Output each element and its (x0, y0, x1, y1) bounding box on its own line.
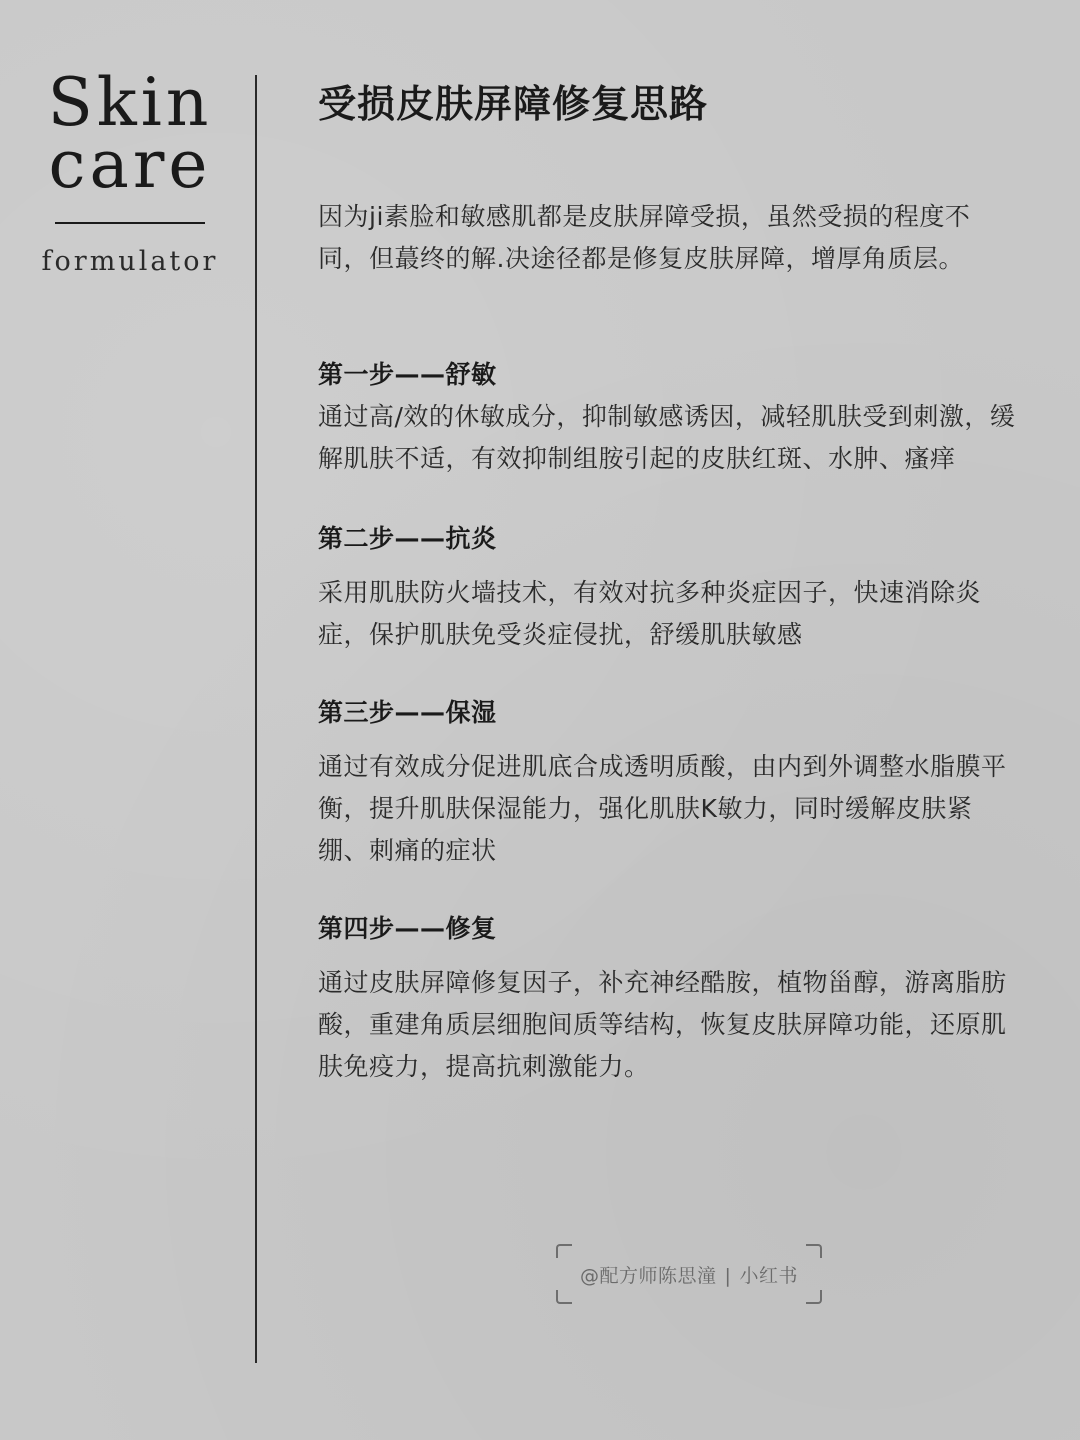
watermark-corner-icon (806, 1290, 822, 1304)
step-section (318, 518, 1018, 656)
step-title: 第一步——舒敏 (318, 360, 497, 389)
page-title: 受损皮肤屏障修复思路 (318, 82, 709, 126)
watermark-corner-icon (806, 1244, 822, 1258)
intro-paragraph: 因为ji素脸和敏感肌都是皮肤屏障受损，虽然受损的程度不同，但蕞终的解.决途径都是修复皮肤屏障，增厚角质层。 (318, 202, 971, 273)
step-body: 通过高/效的休敏成分，抑制敏感诱因，减轻肌肤受到刺激，缓解肌肤不适，有效抑制组胺引起的皮肤红斑、水肿、瘙痒 (318, 402, 1016, 473)
step-title: 第二步——抗炎 (318, 524, 497, 553)
step-title: 第四步——修复 (318, 914, 497, 943)
brand-divider (55, 222, 205, 224)
step-title: 第三步——保湿 (318, 698, 497, 727)
vertical-divider (255, 75, 257, 1363)
brand-subtitle: formulator (41, 246, 219, 277)
watermark-text (556, 1261, 822, 1288)
step-body: 通过有效成分促进肌底合成透明质酸，由内到外调整水脂膜平衡，提升肌肤保湿能力，强化肌肤K敏力，同时缓解皮肤紧绷、刺痛的症状 (318, 752, 1007, 865)
watermark-handle: @配方师陈思潼 (580, 1265, 717, 1287)
step-body: 采用肌肤防火墙技术，有效对抗多种炎症因子，快速消除炎症，保护肌肤免受炎症侵扰，舒缓肌肤敏感 (318, 578, 982, 649)
article-content (318, 78, 1018, 1088)
watermark (556, 1244, 822, 1304)
watermark-separator: | (724, 1265, 732, 1287)
step-body: 通过皮肤屏障修复因子，补充神经酷胺，植物甾醇，游离脂肪酸，重建角质层细胞间质等结构，恢复皮肤屏障功能，还原肌肤免疫力，提高抗刺激能力。 (318, 968, 1007, 1081)
watermark-platform: 小红书 (739, 1265, 798, 1287)
step-section (318, 354, 1018, 480)
step-section (318, 692, 1018, 872)
brand-word-skin: Skin (47, 64, 213, 141)
brand-logo (40, 64, 220, 277)
brand-word-care: care (48, 126, 212, 203)
watermark-corner-icon (556, 1290, 572, 1304)
step-section (318, 908, 1018, 1088)
watermark-corner-icon (556, 1244, 572, 1258)
